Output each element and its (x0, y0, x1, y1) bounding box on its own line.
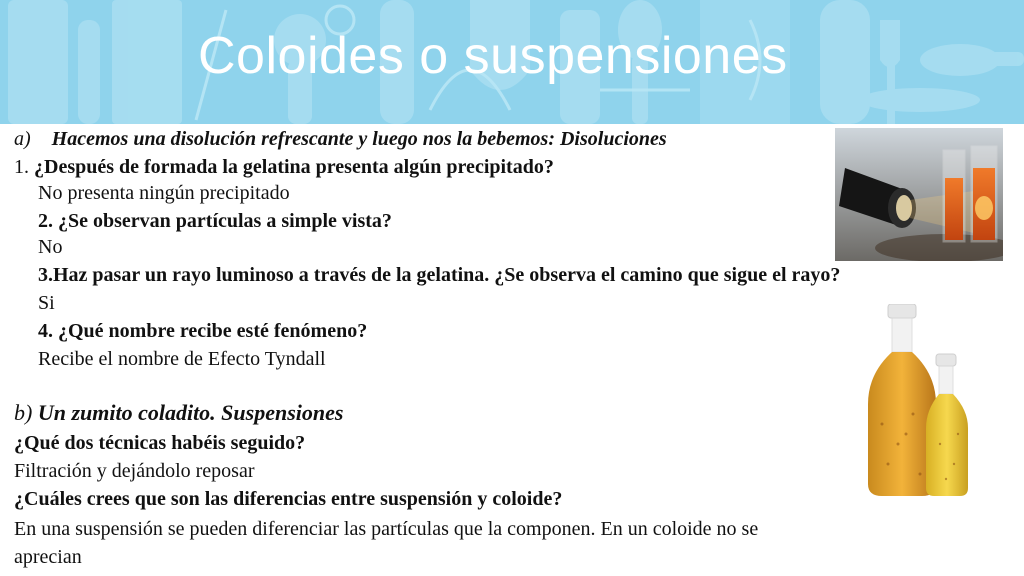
answer-a3: Si (38, 292, 55, 314)
tyndall-effect-photo (835, 128, 1003, 261)
answer-a1: No presenta ningún precipitado (38, 182, 290, 204)
question-b2: ¿Cuáles crees que son las diferencias entre suspensión y coloide? (14, 488, 563, 510)
section-a-title: Hacemos una disolución refrescante y luego nos la bebemos: Disoluciones (51, 128, 667, 150)
section-b-heading (14, 402, 343, 424)
glass-right (971, 146, 997, 242)
answer-b2-line2: aprecian (14, 546, 82, 568)
header-banner (0, 0, 1024, 124)
question-a1-text: ¿Después de formada la gelatina presenta algún precipitado? (34, 156, 554, 178)
answer-b1: Filtración y dejándolo reposar (14, 460, 255, 482)
section-b-title: Un zumito coladito. Suspensiones (37, 400, 344, 425)
answer-a2: No (38, 236, 63, 258)
section-a-heading (14, 128, 667, 150)
question-a2: 2. ¿Se observan partículas a simple vista? (38, 210, 392, 232)
slide-title: Coloides o suspensiones (198, 27, 788, 85)
question-a3: 3.Haz pasar un rayo luminoso a través de la gelatina. ¿Se observa el camino que sigue el rayo? (38, 264, 841, 286)
question-a1-number: 1. (14, 156, 29, 178)
suspension-bottles-photo (858, 304, 976, 500)
section-b-marker: b) (14, 400, 33, 425)
answer-b2-line1: En una suspensión se pueden diferenciar las partículas que la componen. En un coloide no se (14, 518, 759, 540)
section-a-marker: a) (14, 128, 31, 150)
question-b1: ¿Qué dos técnicas habéis seguido? (14, 432, 306, 454)
answer-a4: Recibe el nombre de Efecto Tyndall (38, 348, 326, 370)
question-a1 (14, 156, 554, 178)
glass-left (943, 150, 965, 242)
question-a4: 4. ¿Qué nombre recibe esté fenómeno? (38, 320, 368, 342)
